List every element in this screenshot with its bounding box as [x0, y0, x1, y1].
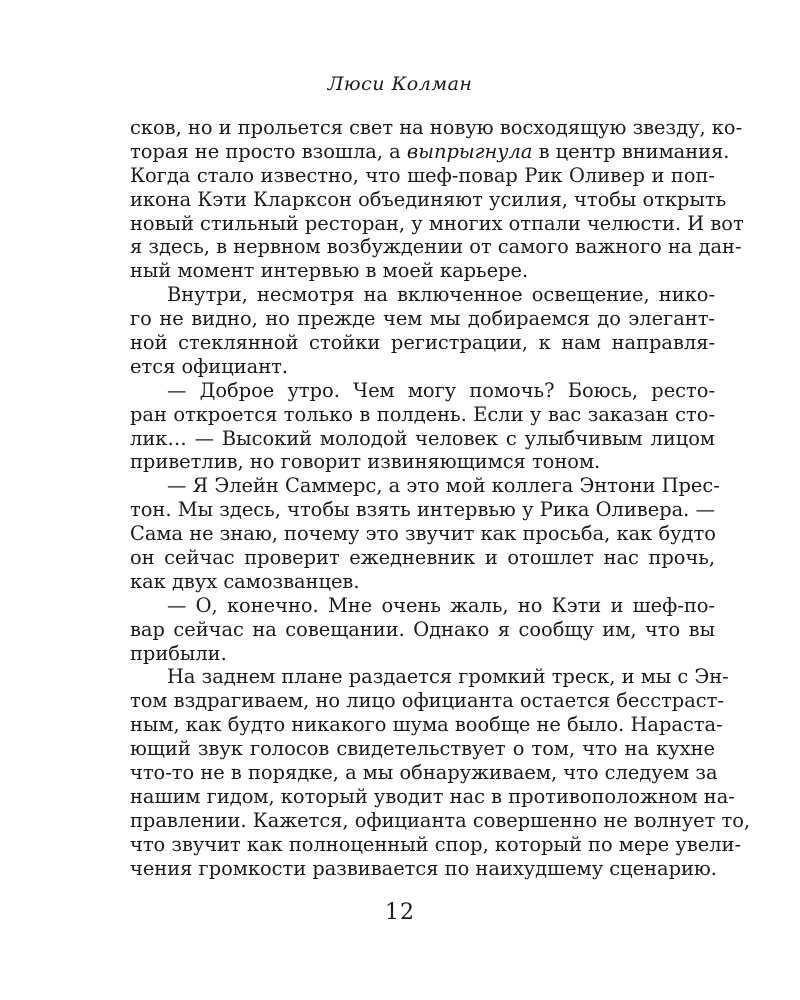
text-line — [130, 235, 742, 259]
text-segment: что-то не в порядке, а мы обнаруживаем, что следуем за — [130, 761, 718, 785]
text-segment: икона Кэти Кларксон объединяют усилия, чтобы открыть — [130, 187, 727, 211]
text-segment: — Я Элейн Саммерс, а это мой коллега Энтони Прес- — [167, 474, 720, 498]
text-line — [130, 498, 715, 522]
text-line — [130, 665, 729, 689]
text-segment: том вздрагиваем, но лицо официанта остается бесстраст- — [130, 689, 724, 713]
text-line — [130, 737, 715, 761]
text-line — [130, 379, 715, 403]
text-segment: торая не просто взошла, а — [130, 139, 407, 163]
running-header-author: Люси Колман — [327, 73, 473, 95]
text-line — [130, 832, 742, 857]
text-segment: вар сейчас на совещании. Однако я сообщу им, что вы — [130, 617, 715, 641]
text-segment: ный момент интервью в моей карьере. — [130, 259, 529, 283]
text-segment: прибыли. — [130, 641, 227, 665]
text-segment: приветлив, но говорит извиняющимся тоном. — [130, 450, 601, 474]
text-line — [130, 307, 715, 331]
text-line — [130, 474, 720, 498]
text-segment: Внутри, несмотря на включенное освещение, нико- — [167, 283, 715, 307]
text-segment: в центр внимания. — [532, 139, 730, 163]
text-line — [130, 594, 715, 618]
text-line — [130, 808, 751, 833]
text-segment: На заднем плане раздается громкий треск, и мы с Эн- — [167, 665, 729, 689]
text-line — [130, 689, 724, 713]
text-segment: новый стильный ресторан, у многих отпали челюсти. И вот — [130, 211, 744, 235]
text-line — [130, 116, 743, 140]
text-segment: ным, как будто никакого шума вообще не было. Нараста- — [130, 713, 723, 737]
text-segment: чения громкости развивается по наихудшему сценарию. — [130, 856, 717, 880]
text-line — [130, 522, 715, 546]
text-segment: — О, конечно. Мне очень жаль, но Кэти и шеф-по- — [167, 593, 715, 617]
text-line — [130, 642, 715, 666]
text-line — [130, 570, 715, 594]
text-line — [130, 139, 730, 164]
italic-emphasis: выпрыгнула — [406, 139, 533, 163]
text-line — [130, 259, 715, 283]
text-segment: нашим гидом, который уводит нас в противоположном на- — [130, 784, 735, 808]
text-segment: я здесь, в нервном возбуждении от самого важного на дан- — [130, 235, 742, 259]
text-line — [130, 427, 715, 451]
text-line — [130, 450, 715, 474]
text-segment: что звучит как полноценный спор, который по мере увели- — [130, 832, 742, 856]
text-segment: ран откроется только в полдень. Если у вас заказан сто- — [130, 402, 715, 426]
text-line — [130, 164, 715, 188]
text-segment: ется официант. — [130, 354, 289, 378]
text-line — [130, 355, 715, 379]
text-line — [130, 784, 735, 809]
text-line — [130, 211, 744, 236]
text-line — [130, 761, 718, 785]
text-line — [130, 331, 715, 355]
text-segment: правлении. Кажется, официанта совершенно не волнует то, — [130, 808, 751, 832]
body-text — [130, 116, 751, 881]
text-line — [130, 857, 715, 881]
text-line — [130, 618, 715, 642]
text-segment: как двух самозванцев. — [130, 569, 360, 593]
text-segment: ющий звук голосов свидетельствует о том, что на кухне — [130, 737, 715, 761]
text-segment: Сама не знаю, почему это звучит как просьба, как будто — [130, 522, 716, 546]
text-segment: ной стеклянной стойки регистрации, к нам направля- — [130, 331, 715, 355]
page-number: 12 — [385, 900, 415, 925]
text-line — [130, 283, 715, 307]
text-segment: лик… — Высокий молодой человек с улыбчивым лицом — [130, 426, 715, 450]
text-line — [130, 187, 727, 212]
text-segment: Когда стало известно, что шеф-повар Рик Оливер и поп- — [130, 163, 715, 187]
text-segment: го не видно, но прежде чем мы добираемся до элегант- — [130, 307, 715, 331]
text-line — [130, 403, 715, 427]
text-segment: он сейчас проверит ежедневник и отошлет нас прочь, — [130, 546, 715, 570]
text-segment: сков, но и прольется свет на новую восходящую звезду, ко- — [130, 116, 743, 139]
text-line — [130, 546, 715, 570]
text-line — [130, 713, 723, 737]
text-segment: тон. Мы здесь, чтобы взять интервью у Рика Оливера. — — [130, 498, 715, 522]
text-segment: — Доброе утро. Чем могу помочь? Боюсь, ресто- — [167, 378, 715, 402]
